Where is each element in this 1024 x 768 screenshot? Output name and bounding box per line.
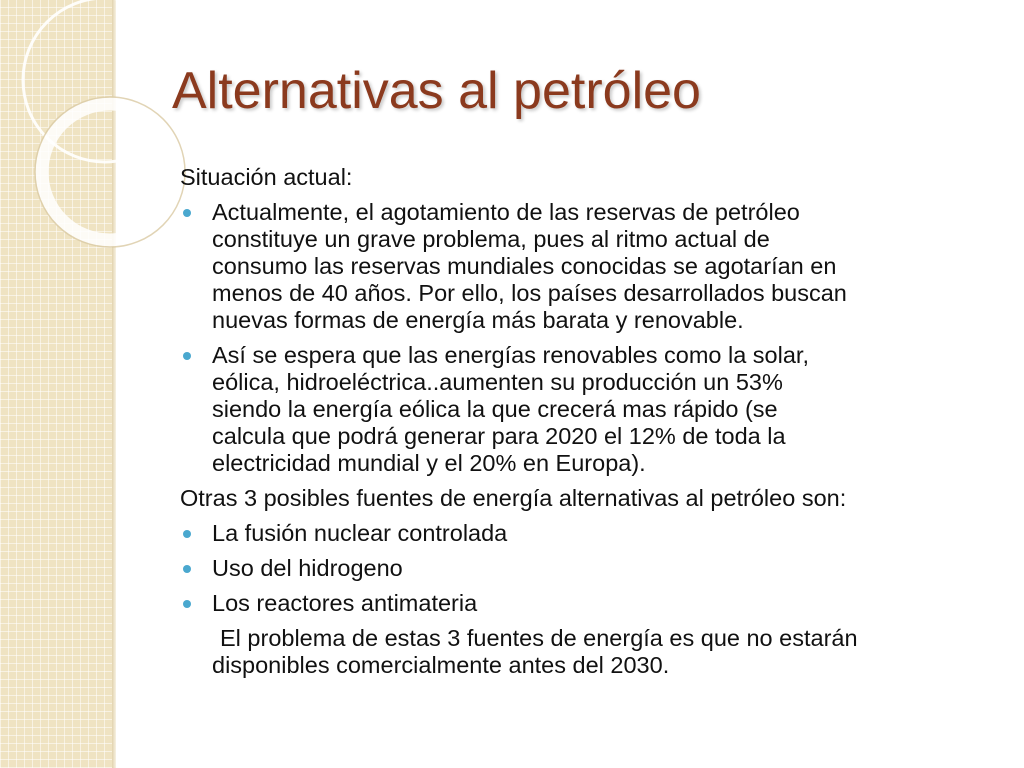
bullet-dot-icon [183,565,191,573]
slide-title: Alternativas al petróleo [172,62,701,120]
decorative-ring-bottom [42,104,178,240]
bullet-line: Actualmente, el agotamiento de las reservas de petróleo [212,199,800,225]
bullet-item [180,520,1000,547]
bullet-line: constituye un grave problema, pues al ritmo actual de [212,226,770,252]
bullet-text: Los reactores antimateria [212,590,478,616]
bullet-dot-icon [183,209,191,217]
bullet-item [180,342,1000,477]
bullet-line: Así se espera que las energías renovables como la solar, [212,342,809,368]
bullet-line: eólica, hidroeléctrica..aumenten su producción un 53% [212,369,783,395]
bullet-text: La fusión nuclear controlada [212,520,508,546]
slide-body [180,164,1000,679]
subheading-text: Otras 3 posibles fuentes de energía alternativas al petróleo son: [180,485,847,511]
note-line: El problema de estas 3 fuentes de energía es que no estarán [220,625,858,651]
bullet-line: nuevas formas de energía más barata y renovable. [212,307,744,333]
bullet-text: Uso del hidrogeno [212,555,403,581]
bullet-line: siendo la energía eólica la que crecerá mas rápido (se [212,396,778,422]
bullet-line: calcula que podrá generar para 2020 el 12% de toda la [212,423,786,449]
bullet-dot-icon [183,600,191,608]
bullet-item [180,555,1000,582]
intro-text: Situación actual: [180,164,353,190]
bullet-text [212,342,1000,477]
bullet-dot-icon [183,530,191,538]
bullet-line: consumo las reservas mundiales conocidas se agotarían en [212,253,837,279]
note-paragraph [180,625,1000,679]
decorative-rings [0,0,200,260]
bullet-line: menos de 40 años. Por ello, los países desarrollados buscan [212,280,847,306]
bullet-item [180,199,1000,334]
bullet-line: electricidad mundial y el 20% en Europa). [212,450,646,476]
bullet-text [212,199,1000,334]
bullet-dot-icon [183,352,191,360]
note-line: disponibles comercialmente antes del 2030. [212,652,670,678]
bullet-item [180,590,1000,617]
